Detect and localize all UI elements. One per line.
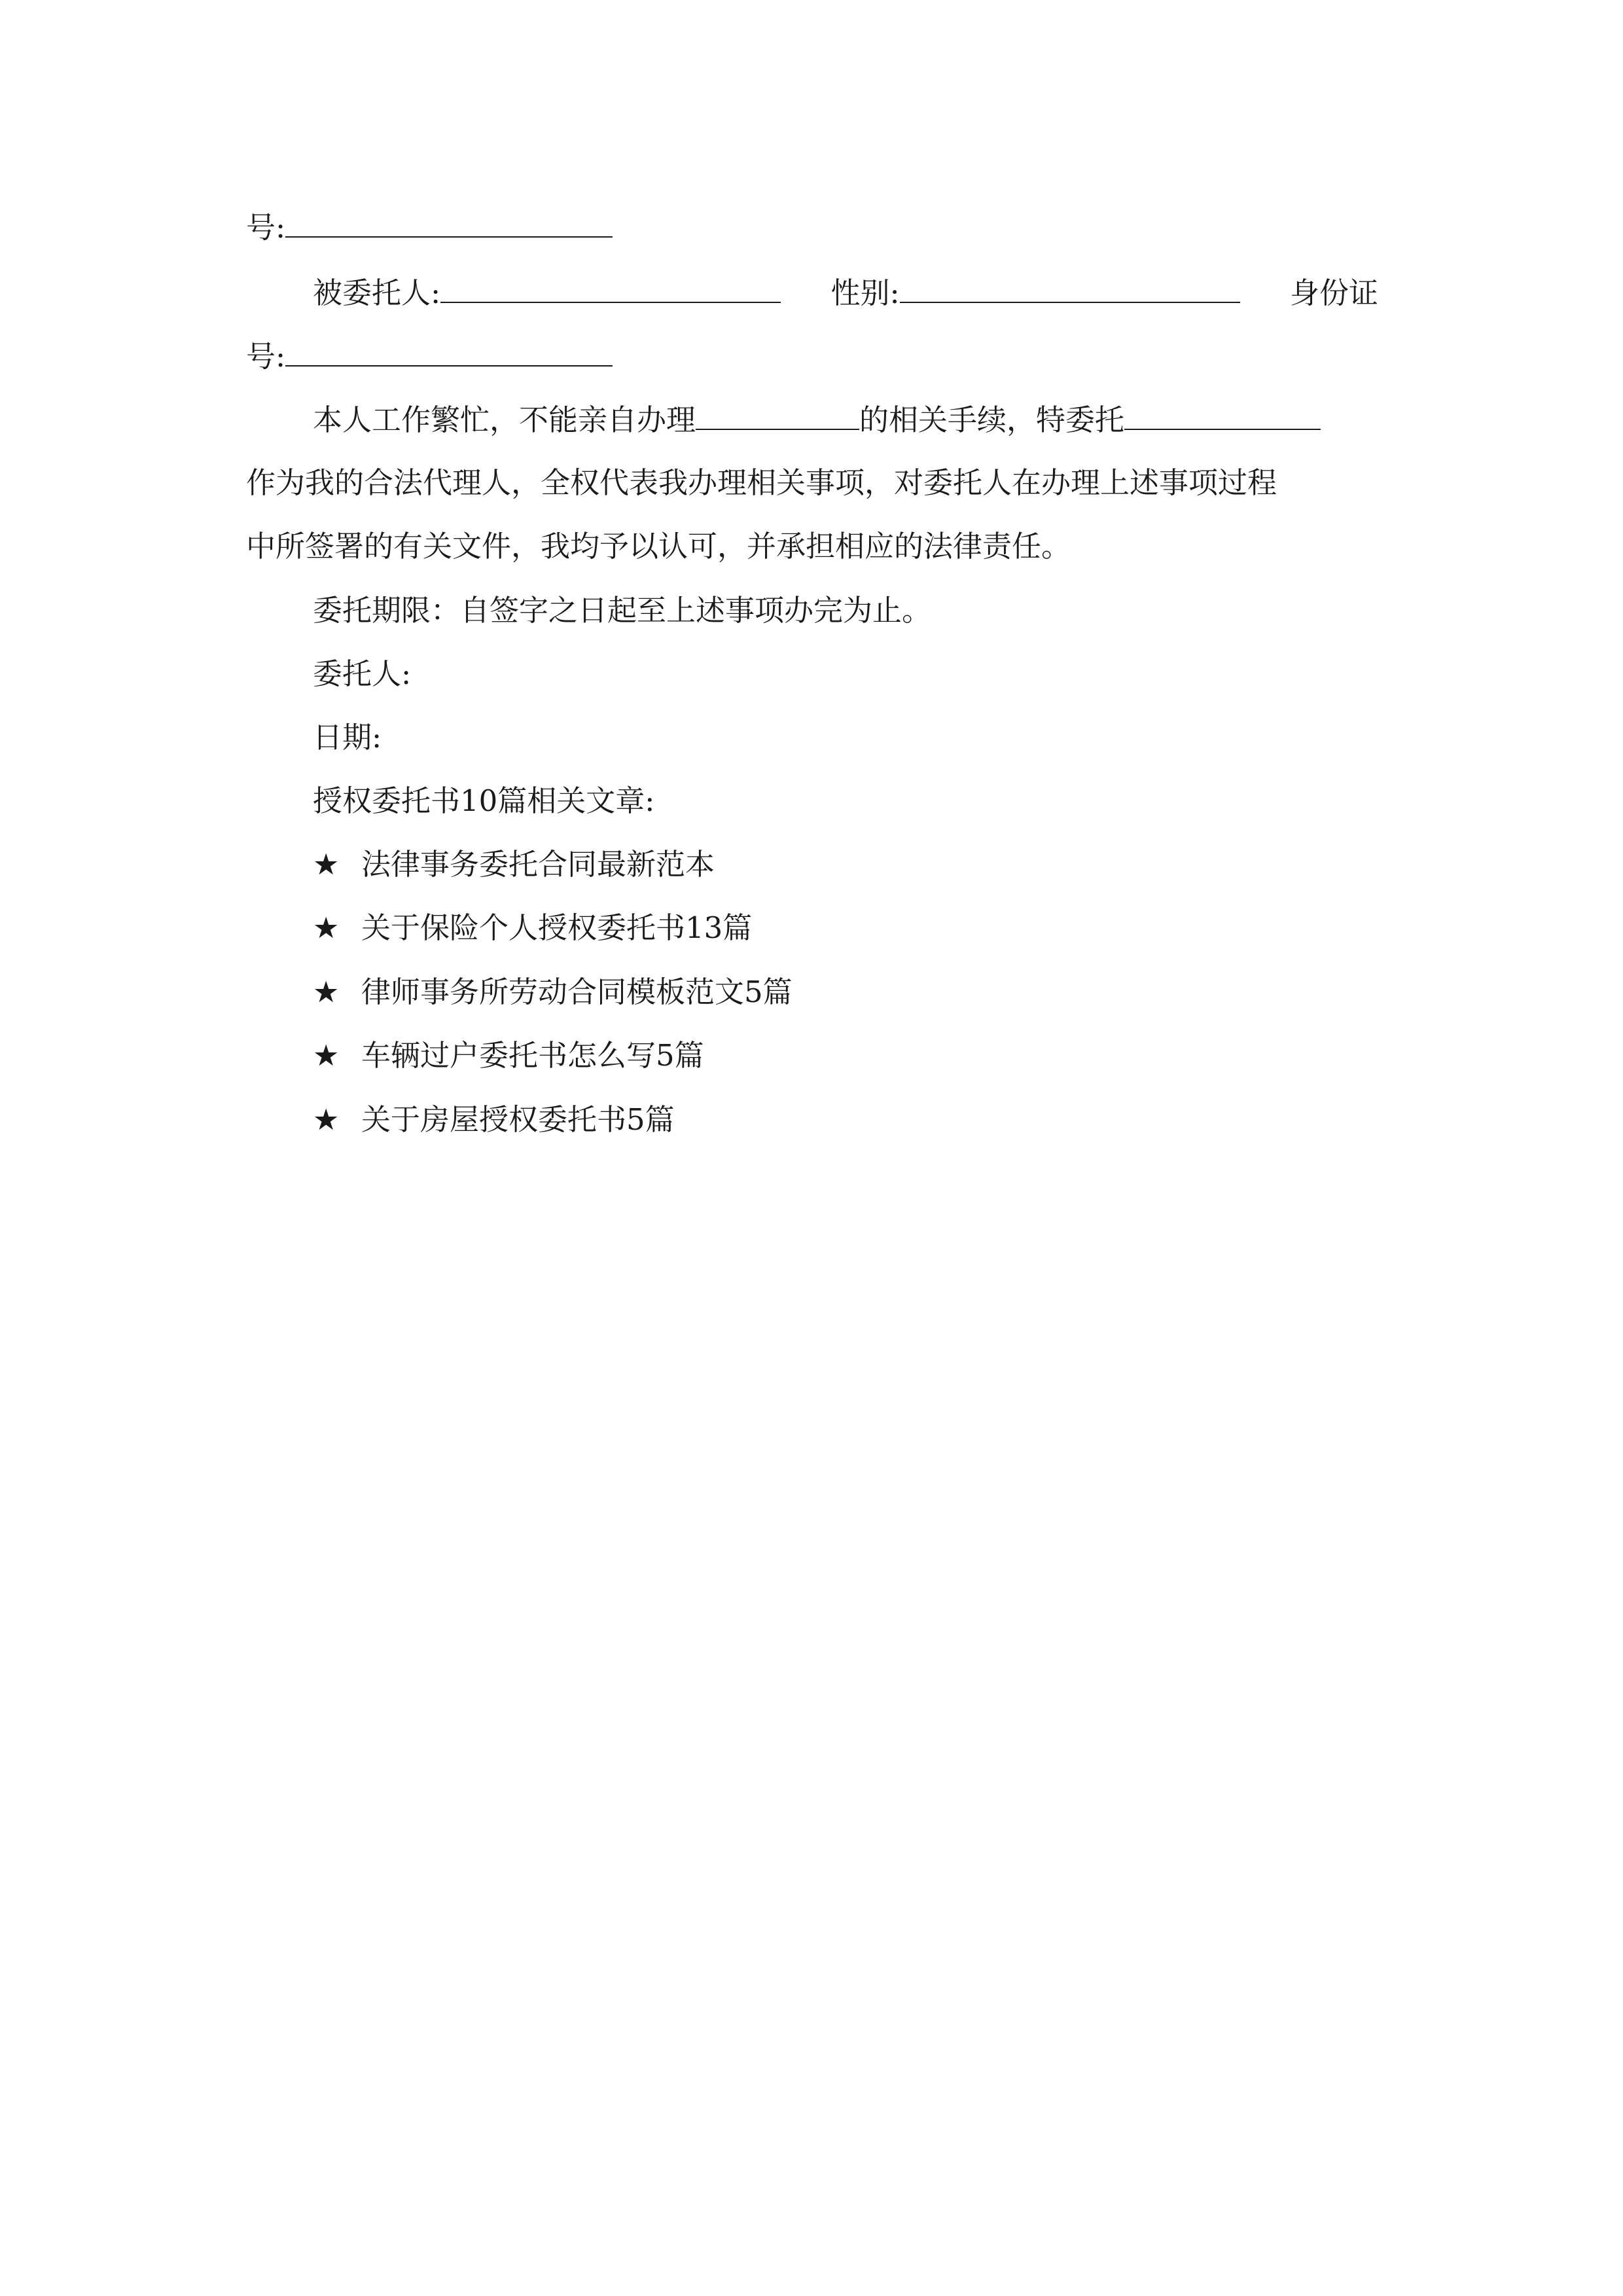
grantee-id-blank	[285, 331, 613, 367]
related-article-title: 法律事务委托合同最新范本	[361, 847, 715, 882]
gender-blank	[900, 268, 1240, 303]
star-icon: ★	[313, 1102, 340, 1137]
related-article-link[interactable]	[313, 966, 1445, 1018]
related-heading: 授权委托书10篇相关文章:	[313, 783, 655, 818]
star-icon: ★	[313, 847, 340, 882]
related-article-link[interactable]	[313, 902, 1445, 954]
star-icon: ★	[313, 1038, 340, 1073]
paragraph-1-line-2: 作为我的合法代理人，全权代表我办理相关事项，对委托人在办理上述事项过程	[246, 465, 1277, 500]
id-number-label: 号:	[246, 210, 286, 245]
id-number-line-1	[246, 202, 1378, 254]
matter-blank	[696, 395, 859, 430]
grantee-name-blank	[440, 268, 781, 303]
related-article-link[interactable]	[313, 838, 1445, 891]
related-article-title: 车辆过户委托书怎么写5篇	[361, 1038, 704, 1073]
related-article-title: 关于房屋授权委托书5篇	[361, 1102, 675, 1137]
star-icon: ★	[313, 975, 340, 1009]
id-number-blank	[285, 202, 613, 238]
related-article-link[interactable]	[313, 1030, 1445, 1082]
paragraph-1-line-3: 中所签署的有关文件，我均予以认可，并承担相应的法律责任。	[246, 529, 1071, 564]
grantee-id-label: 身份证	[1289, 276, 1378, 310]
grantee-label: 被委托人:	[313, 276, 441, 310]
gender-label-group	[830, 267, 1240, 319]
term-line: 委托期限：自签字之日起至上述事项办完为止。	[313, 593, 932, 628]
grantee-id-label-cont: 号:	[246, 339, 286, 374]
date-line: 日期:	[313, 720, 382, 755]
paragraph-1-part-2: 的相关手续，特委托	[859, 403, 1125, 437]
grantee-line	[313, 267, 1378, 319]
agent-blank	[1124, 395, 1321, 430]
grantee-id-line	[246, 331, 1378, 383]
related-article-title: 关于保险个人授权委托书13篇	[361, 910, 753, 945]
principal-line: 委托人:	[313, 656, 412, 691]
related-article-link[interactable]	[313, 1094, 1445, 1146]
related-article-title: 律师事务所劳动合同模板范文5篇	[361, 975, 793, 1009]
star-icon: ★	[313, 910, 340, 945]
paragraph-1-line-1	[313, 394, 1378, 446]
gender-label: 性别:	[830, 276, 900, 310]
grantee-label-group	[313, 267, 781, 319]
paragraph-1-part-1: 本人工作繁忙，不能亲自办理	[313, 403, 696, 437]
